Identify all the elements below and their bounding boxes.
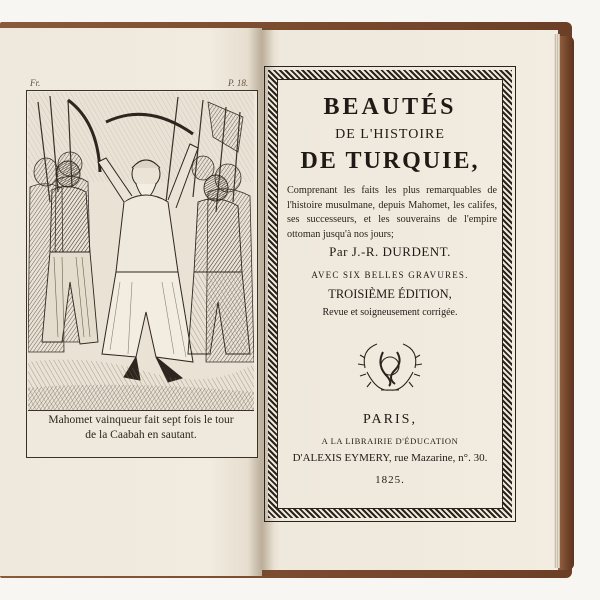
title-edition: TROISIÈME ÉDITION, [328,287,452,301]
title-year: 1825. [375,474,405,486]
frontispiece-caption [28,413,254,453]
title-de-lhistoire: DE L'HISTOIRE [335,127,445,142]
caption-line-2: de la Caabah en sautant. [85,429,197,441]
title-publisher: D'ALEXIS EYMERY, rue Mazarine, n°. 30. [292,452,488,464]
plate-label-left: Fr. [30,78,41,88]
title-beautes: BEAUTÉS [323,94,457,120]
title-author: Par J.-R. DURDENT. [329,244,451,259]
caption-line-1: Mahomet vainqueur fait sept fois le tour [48,414,234,426]
title-city: PARIS, [363,412,417,427]
title-de-turquie: DE TURQUIE, [300,148,480,174]
monogram-wreath-icon [355,338,425,398]
plate-label-right: P. 18. [228,78,249,88]
frontispiece-engraving [28,92,254,410]
title-description: Comprenant les faits les plus remarquables de l'histoire musulmane, depuis Mahomet, les califes, ses successeurs, et les souverains de l'empire ottoman jusqu'à nos jours; [287,185,497,240]
title-librairie: A LA LIBRAIRIE D'ÉDUCATION [321,436,459,446]
title-gravures: AVEC SIX BELLES GRAVURES. [311,270,469,280]
plate-divider [28,410,254,411]
title-revue: Revue et soigneusement corrigée. [322,307,458,318]
page-edges [554,34,560,568]
